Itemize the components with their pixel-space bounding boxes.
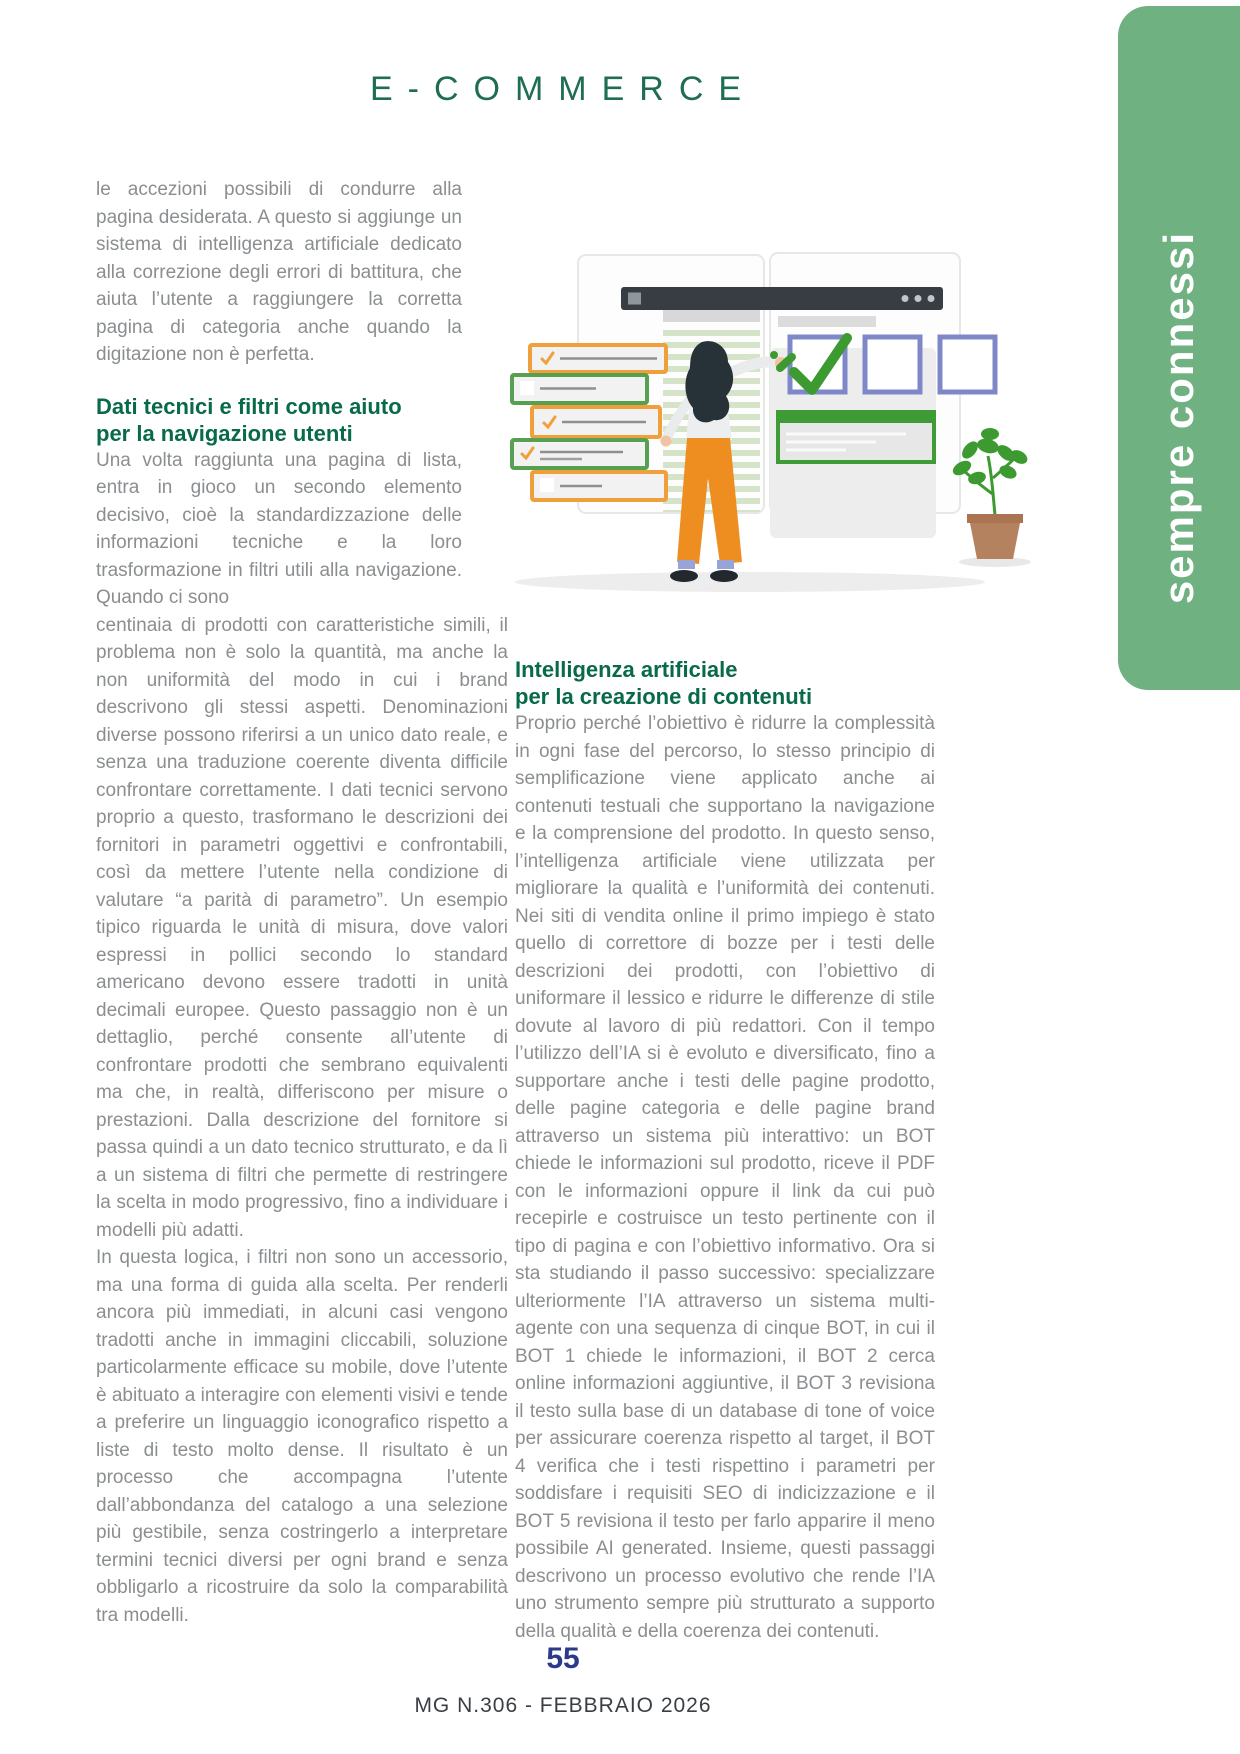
window-dots-icon	[902, 295, 935, 302]
section-side-tab	[1118, 6, 1240, 690]
section1-paragraph-wide: centinaia di prodotti con caratteristiche simili, il problema non è solo la quantità, ma anche la non uniformità del modo in cui i brand descrivono gli stessi aspetti. Denominazioni diverse possono riferirsi a un unico dato reale, e senza una traduzione coerente diventa difficile confrontare correttamente. I dati tecnici servono proprio a questo, trasformano le descrizioni dei fornitori in parametri oggettivi e confrontabili, così da mettere l’utente nella condizione di valutare “a parità di parametro”. Un esempio tipico riguarda le unità di misura, dove valori espressi in pollici secondo lo standard americano devono essere tradotti in unità decimali europee. Questo passaggio non è un dettaglio, perché consente all’utente di confrontare prodotti che sembrano equivalenti ma che, in realtà, differiscono per misure o prestazioni. Dalla descrizione del fornitore si passa quindi a un dato tecnico strutturato, e da lì a un sistema di filtri che permette di restringere la scelta in modo progressivo, fino a individuare i modelli più adatti.	[96, 614, 508, 1241]
window-square-icon	[628, 293, 641, 305]
section2-heading-line1: Intelligenza artificiale	[515, 657, 738, 682]
section2-paragraph: Proprio perché l’obiettivo è ridurre la complessità in ogni fase del percorso, lo stesso principio di semplificazione viene applicato anche ai contenuti testuali che supportano la navigazione e la comprensione del prodotto. In questo senso, l’intelligenza artificiale viene utilizzata per migliorare la qualità e l’uniformità dei contenuti. Nei siti di vendita online il primo impiego è stato quello di correttore di bozze per i testi delle descrizioni dei prodotti, con l’obiettivo di uniformare il lessico e ridurre le differenze di stile dovute al lavoro di più redattori. Con il tempo l’utilizzo dell’IA si è evoluto e diversificato, fino a supportare anche i testi delle pagine prodotto, delle pagine categoria e delle pagine brand attraverso un sistema più interattivo: un BOT chiede le informazioni sul prodotto, riceve il PDF con le informazioni oppure il link da cui può recepirle e costruisce un testo pertinente con il tipo di pagina e con l’obiettivo informativo. Ora si sta studiando il passo successivo: specializzare ulteriormente l’IA attraverso un sistema multi-agente con una sequenza di cinque BOT, in cui il BOT 1 chiede le informazioni, il BOT 2 cerca online informazioni aggiuntive, il BOT 3 revisiona il testo sulla base di un database di tone of voice per assicurare coerenza rispetto al target, il BOT 4 verifica che i testi rispettino i parametri per soddisfare i requisiti SEO di indicizzazione e il BOT 5 revisiona il testo per farlo apparire il meno possibile AI generated. Insieme, questi passaggi descrivono un processo evolutivo che rende l’IA uno strumento sempre più strutturato a supporto della qualità e della coerenza dei contenuti.	[515, 713, 935, 1642]
checkbox-row	[512, 440, 647, 468]
hand	[661, 436, 672, 447]
section1-paragraph-narrow: Una volta raggiunta una pagina di lista, entra in gioco un secondo elemento decisivo, cioè la standardizzazione delle informazioni tecniche e la loro trasformazione in filtri utili alla navigazione. Quando ci sono	[96, 449, 462, 608]
footer-issue-line: MG N.306 - FEBBRAIO 2026	[414, 1694, 712, 1717]
empty-checkbox-icon	[520, 381, 534, 395]
browser-bar	[621, 287, 943, 310]
checkbox-row	[530, 345, 666, 372]
checkbox-list	[512, 345, 666, 500]
section1-paragraph-wide2: In questa logica, i filtri non sono un accessorio, ma una forma di guida alla scelta. Per renderli ancora più immediati, in alcuni casi vengono tradotti anche in immagini cliccabili, soluzione particolarmente efficace su mobile, dove l’utente è abituato a interagire con elementi visivi e tende a preferire un linguaggio iconografico rispetto a liste di testo molto dense. Il risultato è un processo che accompagna l’utente dall’abbondanza del catalogo a una selezione più gestibile, senza costringerlo a interpretare termini tecnici diversi per ogni brand e senza obbligarlo a ricostruire da solo la comparabilità tra modelli.	[96, 1247, 508, 1626]
checkbox-row	[532, 472, 666, 500]
shoe	[710, 570, 738, 582]
left-column	[96, 176, 508, 1629]
empty-checkbox-icon	[540, 478, 554, 492]
section1-heading-line1: Dati tecnici e filtri come aiuto	[96, 393, 402, 419]
intro-paragraph: le accezioni possibili di condurre alla pagina desiderata. A questo si aggiunge un sistema di intelligenza artificiale dedicato alla correzione degli errori di battitura, che aiuta l’utente a raggiungere la corretta pagina di categoria anche quando la digitazione non è perfetta.	[96, 179, 462, 365]
green-card	[776, 410, 936, 462]
checklist-illustration	[450, 210, 1070, 605]
shoe	[670, 570, 698, 582]
section1-heading-line2: per la navigazione utenti	[96, 420, 353, 446]
right-column	[515, 656, 935, 1645]
checkbox-row	[512, 375, 647, 403]
ground-shadow	[515, 572, 985, 592]
plant-icon	[950, 428, 1031, 567]
checkbox-row	[532, 407, 660, 437]
page-number: 55	[546, 1642, 580, 1675]
side-tab-label: sempre connessi	[1155, 231, 1202, 605]
section2-heading-line2: per la creazione di contenuti	[515, 684, 813, 709]
page-title: E-COMMERCE	[369, 70, 757, 108]
